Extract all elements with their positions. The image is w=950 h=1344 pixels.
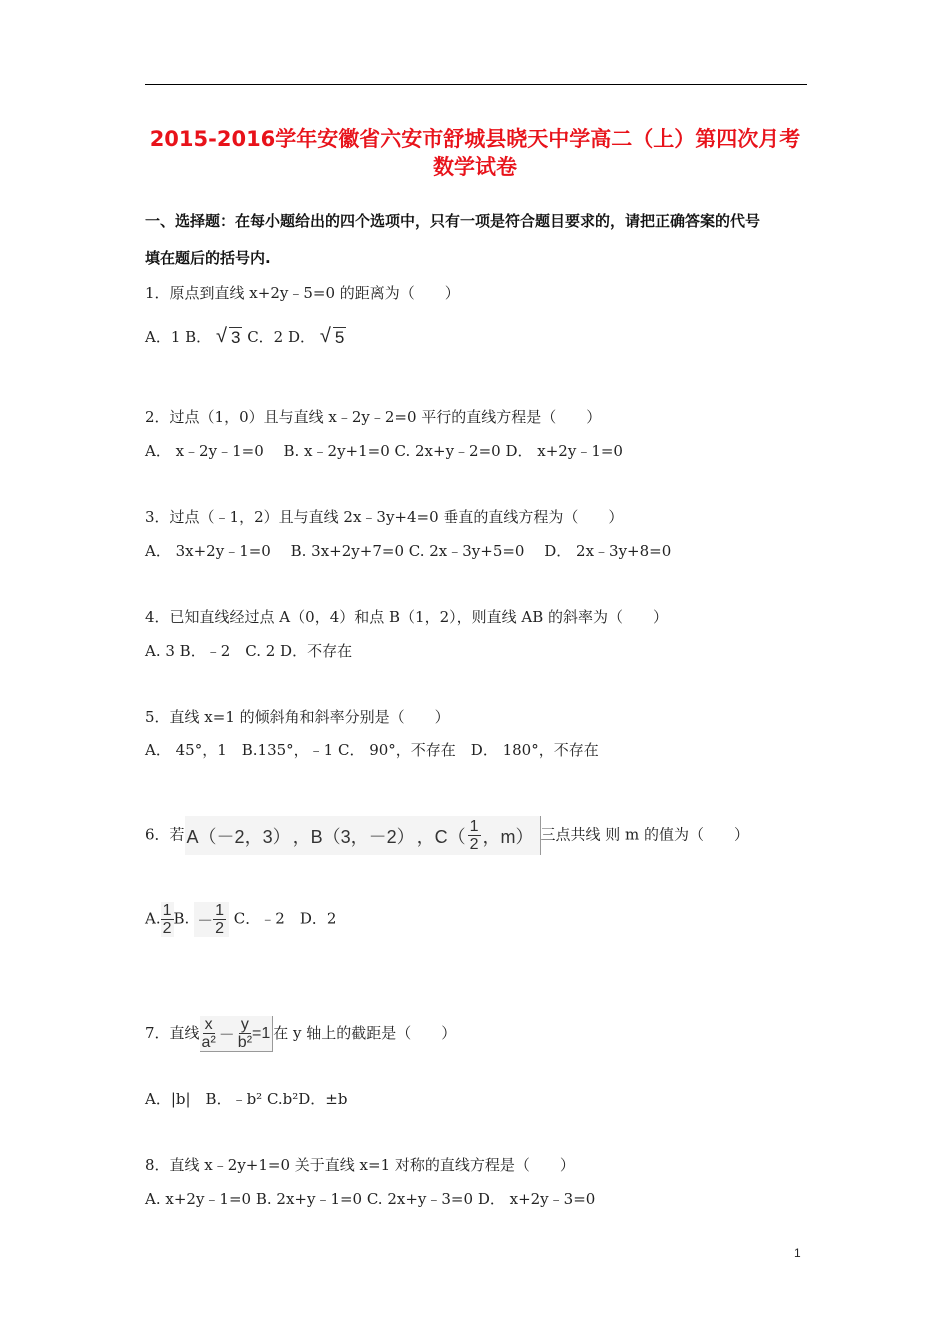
q1-options-pre: A．1 B． [145,328,212,346]
question-5-options: A． 45°，1 B.135°，﹣1 C． 90°，不存在 D． 180°，不存在 [145,741,599,759]
question-3-stem: 3．过点（﹣1，2）且与直线 2x﹣3y+4=0 垂直的直线方程为（ ） [145,508,624,526]
q6-stem-post: 三点共线 则 m 的值为（ ） [540,825,750,844]
q1-sqrt-5: √ 5 [319,325,345,347]
header-rule [145,84,807,85]
q6-points-equation: A（－2，3） ，B（3，－2） ，C（ $\frac{1}{2}$ ，m） [185,816,541,855]
q1-sqrt-3: √ 3 [215,325,241,347]
question-3-options: A． 3x+2y﹣1=0 B. 3x+2y+7=0 C. 2x﹣3y+5=0 D． 2x﹣3y+8=0 [145,542,672,560]
exam-title-line1: 2015-2016学年安徽省六安市舒城县晓天中学高二（上）第四次月考 [149,127,801,151]
question-2-options: A． x﹣2y﹣1=0 B. x﹣2y+1=0 C. 2x+y﹣2=0 D． x+2y﹣1=0 [145,442,623,460]
question-8-options: A. x+2y﹣1=0 B. 2x+y﹣1=0 C. 2x+y﹣3=0 D． x+2y﹣3=0 [145,1190,596,1208]
q6-option-b-fraction: － $\frac{1}{2}$ [194,902,229,937]
question-2-stem: 2．过点（1，0）且与直线 x﹣2y﹣2=0 平行的直线方程是（ ） [145,408,602,426]
question-7-options: A．|b| B．﹣b² C.b²D．±b [145,1090,348,1108]
q6-option-a-fraction: $\frac{1}{2}$ [162,902,172,937]
question-6-options: A. $\frac{1}{2}$ B. － $\frac{1}{2}$ C．﹣2 D．2 [145,902,337,937]
question-4-options: A. 3 B．﹣2 C. 2 D．不存在 [145,642,353,660]
q6-stem-pre: 6．若 [145,825,185,844]
question-1-options [145,326,346,348]
question-1-stem: 1．原点到直线 x+2y﹣5=0 的距离为（ ） [145,284,460,302]
exam-title-line2: 数学试卷 [433,155,517,179]
question-6-stem [145,816,749,855]
section-heading-line1: 一、选择题：在每小题给出的四个选项中，只有一项是符合题目要求的，请把正确答案的代号 [145,212,761,230]
question-7-stem: 7．直线 $\frac{x}{\text{a²}}$ － $\frac{y}{\text{b²}}$ =1 在 y 轴上的截距是（ ） [145,1016,457,1051]
page-number: 1 [794,1246,801,1260]
question-8-stem: 8．直线 x﹣2y+1=0 关于直线 x=1 对称的直线方程是（ ） [145,1156,575,1174]
q1-options-mid: C．2 D． [247,328,316,346]
question-4-stem: 4．已知直线经过点 A（0，4）和点 B（1，2），则直线 AB 的斜率为（ ） [145,608,669,626]
section-heading-line2: 填在题后的括号内. [145,249,271,267]
question-5-stem: 5．直线 x=1 的倾斜角和斜率分别是（ ） [145,708,450,726]
q7-line-equation: $\frac{x}{\text{a²}}$ － $\frac{y}{\text{b²}}$ =1 [200,1016,274,1052]
